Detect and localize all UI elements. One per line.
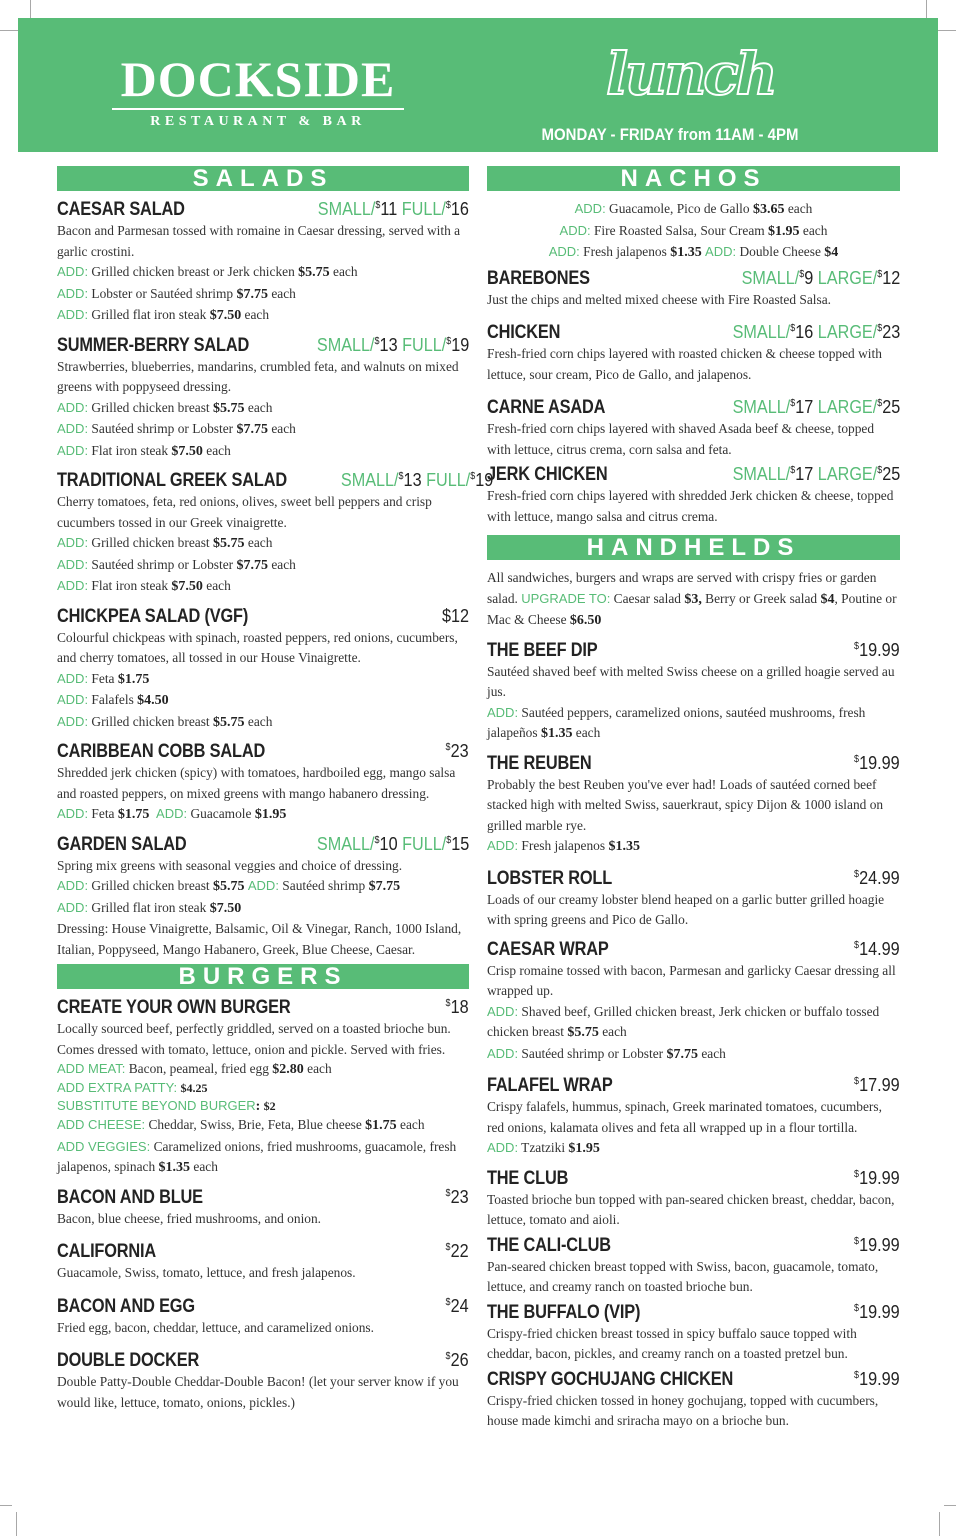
menu-item <box>487 322 900 385</box>
item-description: Shredded jerk chicken (spicy) with tomatoes, hardboiled egg, mango salsa and roasted peppers, on mixed greens with mango habanero dressing. <box>57 765 456 801</box>
item-name: SUMMER-BERRY SALAD <box>57 334 250 356</box>
meal-title: lunch <box>606 40 775 108</box>
add-on: ADD: Grilled chicken breast or Jerk chicken $5.75 each <box>57 264 358 280</box>
item-price: $17.99 <box>854 1075 900 1095</box>
item-price: SMALL/$13 FULL/$19 <box>341 470 494 490</box>
item-price: SMALL/$9 LARGE/$12 <box>741 267 900 288</box>
nacho-add-on: ADD: Fresh jalapenos $1.35 ADD: Double Cheese $4 <box>548 244 839 260</box>
burger-option: ADD EXTRA PATTY: $4.25 <box>57 1080 208 1095</box>
menu-item <box>487 1075 900 1160</box>
item-price: $24.99 <box>854 867 900 888</box>
item-name: CAESAR SALAD <box>57 199 185 220</box>
item-price: $14.99 <box>854 938 900 959</box>
menu-item <box>57 1350 469 1413</box>
hours-text: MONDAY - FRIDAY from 11AM - 4PM <box>541 125 799 144</box>
menu-item <box>57 1187 469 1230</box>
crop-mark <box>16 1512 17 1536</box>
add-on: ADD: Grilled chicken breast $5.75 ADD: Sautéed shrimp $7.75 <box>57 878 401 894</box>
item-description: Double Patty-Double Cheddar-Double Bacon! (let your server know if you would like, lettuce, tomato, onions, pickles.) <box>57 1374 459 1410</box>
brand-logo <box>112 51 404 130</box>
add-on: ADD: Sautéed shrimp or Lobster $7.75 each <box>487 1045 726 1062</box>
item-price: $26 <box>445 1350 469 1370</box>
menu-item <box>487 1302 900 1365</box>
add-on: ADD: Flat iron steak $7.50 each <box>57 442 231 459</box>
item-price: $19.99 <box>854 1167 900 1188</box>
add-on: ADD: Grilled chicken breast $5.75 each <box>57 399 273 416</box>
item-name: BACON AND BLUE <box>57 1186 203 1208</box>
item-price: $19.99 <box>854 1368 900 1389</box>
add-on: ADD: Tzatziki $1.95 <box>487 1140 600 1156</box>
menu-item <box>487 640 900 745</box>
item-description: Strawberries, blueberries, mandarins, crumbled feta, and walnuts on mixed greens with poppyseed dressing. <box>57 358 459 394</box>
add-on: ADD: Shaved beef, Grilled chicken breast, Jerk chicken or buffalo tossed chicken breast $5.75 each <box>487 1003 880 1040</box>
item-name: CRISPY GOCHUJANG CHICKEN <box>487 1368 734 1390</box>
item-description: Loads of our creamy lobster blend heaped on a garlic butter grilled hoagie with spring greens and Pico de Gallo. <box>487 891 885 927</box>
section-header-handhelds: HANDHELDS <box>487 535 900 560</box>
menu-item <box>487 464 900 527</box>
item-name: DOUBLE DOCKER <box>57 1350 200 1371</box>
item-price: SMALL/$11 FULL/$16 <box>317 199 469 219</box>
item-name: FALAFEL WRAP <box>487 1075 613 1096</box>
item-price: SMALL/$13 FULL/$19 <box>316 334 469 355</box>
menu-item <box>487 1235 900 1298</box>
item-description: Sautéed shaved beef with melted Swiss cheese on a grilled hoagie served au jus. <box>487 663 895 699</box>
item-name: THE CALI-CLUB <box>487 1234 611 1256</box>
add-on: ADD: Fresh jalapenos $1.35 <box>487 838 640 854</box>
item-name: BAREBONES <box>487 267 590 289</box>
menu-item <box>57 1241 469 1284</box>
left-column <box>57 165 494 1421</box>
item-name: CARIBBEAN COBB SALAD <box>57 741 266 762</box>
menu-item <box>57 741 469 826</box>
item-price: SMALL/$17 LARGE/$25 <box>732 397 900 417</box>
item-name: LOBSTER ROLL <box>487 867 613 889</box>
item-description: Crisp romaine tossed with bacon, Parmesan and garlicky Caesar dressing all wrapped up. <box>487 962 896 998</box>
item-price: $19.99 <box>854 639 900 660</box>
crop-mark <box>0 1505 12 1506</box>
item-name: THE BEEF DIP <box>487 639 598 661</box>
item-name: CHICKEN <box>487 322 561 343</box>
item-price: $19.99 <box>854 1234 900 1255</box>
menu-item <box>57 606 469 734</box>
item-description: Fresh-fried corn chips layered with roasted chicken & cheese topped with lettuce, sour cream, Pico de Gallo, and jalapenos. <box>487 346 882 382</box>
add-on: ADD: Flat iron steak $7.50 each <box>57 578 231 594</box>
item-price: $19.99 <box>854 752 900 773</box>
item-name: THE BUFFALO (VIP) <box>487 1301 641 1323</box>
menu-item <box>57 470 494 598</box>
item-name: CHICKPEA SALAD (VGF) <box>57 605 249 627</box>
add-on: ADD: Lobster or Sautéed shrimp $7.75 each <box>57 285 296 302</box>
add-on: ADD: Grilled chicken breast $5.75 each <box>57 713 273 730</box>
item-description: Crispy-fried chicken breast tossed in spicy buffalo sauce topped with cheddar, bacon, pickles, and creamy ranch on a toasted pretzel bun. <box>487 1325 857 1361</box>
add-on: ADD: Falafels $4.50 <box>57 692 169 708</box>
item-name: THE REUBEN <box>487 752 592 774</box>
item-price: $23 <box>445 741 469 761</box>
item-name: TRADITIONAL GREEK SALAD <box>57 470 287 491</box>
add-on: ADD: Grilled flat iron steak $7.50 each <box>57 307 270 323</box>
item-description: Probably the best Reuben you've ever had! Loads of sautéed corned beef stacked high with melted Swiss, sauerkraut, spicy Dijon & 1000 island on grilled marble rye. <box>487 776 884 833</box>
nacho-add-on: ADD: Guacamole, Pico de Gallo $3.65 each <box>574 201 813 217</box>
crop-mark <box>939 1512 940 1536</box>
burger-option: SUBSTITUTE BEYOND BURGER: $2 <box>57 1098 276 1114</box>
menu-item <box>57 1296 469 1339</box>
item-name: GARDEN SALAD <box>57 833 187 855</box>
add-on: ADD: Feta $1.75 ADD: Guacamole $1.95 <box>57 806 287 822</box>
menu-item <box>487 397 900 460</box>
item-price: $18 <box>445 997 469 1017</box>
item-description: Fresh-fried corn chips layered with shredded Jerk chicken & cheese, topped with lettuce, mango salsa and citrus crema. <box>487 488 894 524</box>
menu-item <box>487 1369 900 1432</box>
menu-item <box>487 868 900 931</box>
item-price: SMALL/$10 FULL/$15 <box>316 833 469 854</box>
right-column <box>487 166 900 1440</box>
item-description: Bacon and Parmesan tossed with romaine in Caesar dressing, served with a garlic crostini. <box>57 223 461 259</box>
item-description: Cherry tomatoes, feta, red onions, olives, sweet bell peppers and crisp cucumbers tossed in our Greek vinaigrette. <box>57 494 432 530</box>
menu-item <box>57 335 469 463</box>
section-header-salads: SALADS <box>57 166 469 191</box>
item-name: JERK CHICKEN <box>487 464 608 485</box>
menu-item <box>487 268 900 311</box>
item-description: Just the chips and melted mixed cheese with Fire Roasted Salsa. <box>487 291 831 307</box>
crop-mark <box>944 1505 956 1506</box>
item-name: THE CLUB <box>487 1167 569 1189</box>
item-price: $24 <box>445 1295 469 1316</box>
item-description: Fresh-fried corn chips layered with shaved Asada beef & cheese, topped with lettuce, citrus crema, corn salsa and feta. <box>487 421 875 457</box>
menu-item <box>57 834 469 961</box>
dressing-note: Dressing: House Vinaigrette, Balsamic, Oil & Vinegar, Ranch, 1000 Island, Italian, Poppyseed, Mango Habanero, Greek, Blue Cheese, Caesar. <box>57 921 462 957</box>
handhelds-intro: All sandwiches, burgers and wraps are served with crispy fries or garden salad. UPGRADE TO: Caesar salad $3, Berry or Greek salad $4, Poutine or Mac & Cheese $6.50 <box>487 570 897 628</box>
add-on: ADD: Sautéed shrimp or Lobster $7.75 each <box>57 556 296 573</box>
section-header-nachos: NACHOS <box>487 166 900 191</box>
item-name: BACON AND EGG <box>57 1295 195 1317</box>
menu-item <box>487 753 900 858</box>
item-description: Crispy-fried chicken tossed in honey gochujang, topped with cucumbers, house made kimchi and sriracha mayo on a brioche bun. <box>487 1392 879 1428</box>
menu-item <box>57 997 469 1179</box>
item-description: Guacamole, Swiss, tomato, lettuce, and fresh jalapenos. <box>57 1265 356 1280</box>
add-on: ADD: Feta $1.75 <box>57 670 150 687</box>
item-name: CREATE YOUR OWN BURGER <box>57 997 291 1018</box>
section-header-burgers: BURGERS <box>57 964 469 989</box>
item-description: Bacon, blue cheese, fried mushrooms, and onion. <box>57 1210 322 1226</box>
burger-option: ADD MEAT: Bacon, peameal, fried egg $2.80 each <box>57 1061 332 1077</box>
menu-item <box>487 1168 900 1231</box>
nacho-add-on: ADD: Fire Roasted Salsa, Sour Cream $1.95 each <box>559 222 828 239</box>
item-price: $19.99 <box>854 1301 900 1322</box>
menu-item <box>57 199 469 327</box>
item-description: Colourful chickpeas with spinach, roasted peppers, red onions, cucumbers, and cherry tomatoes, all tossed in our House Vinaigrette. <box>57 629 458 665</box>
item-price: SMALL/$16 LARGE/$23 <box>732 322 900 342</box>
add-on: ADD: Grilled flat iron steak $7.50 <box>57 899 242 916</box>
brand-subtitle: RESTAURANT & BAR <box>150 114 366 129</box>
item-price: $12 <box>441 605 469 626</box>
burger-option: ADD CHEESE: Cheddar, Swiss, Brie, Feta, Blue cheese $1.75 each <box>57 1117 425 1133</box>
item-price: SMALL/$17 LARGE/$25 <box>732 464 900 484</box>
brand-name: DOCKSIDE <box>112 54 404 110</box>
menu-item <box>487 939 900 1066</box>
add-on: ADD: Sautéed shrimp or Lobster $7.75 each <box>57 421 296 437</box>
item-name: CAESAR WRAP <box>487 938 609 960</box>
item-description: Pan-seared chicken breast topped with Swiss, bacon, guacamole, tomato, lettuce, and creamy ranch on toasted brioche bun. <box>487 1258 879 1294</box>
item-price: $23 <box>445 1186 469 1207</box>
item-description: Locally sourced beef, perfectly griddled, served on a toasted brioche bun. Comes dressed with tomato, lettuce, onion and pickle. Served with fries. <box>57 1021 451 1057</box>
item-description: Crispy falafels, hummus, spinach, Greek marinated tomatoes, cucumbers, red onions, kalamata olives and feta all wrapped up in a flour tortilla. <box>487 1099 882 1135</box>
add-on: ADD: Sautéed peppers, caramelized onions, sautéed mushrooms, fresh jalapeños $1.35 each <box>487 704 866 741</box>
item-description: Toasted brioche bun topped with pan-seared chicken breast, cheddar, bacon, lettuce, tomato and aioli. <box>487 1191 895 1227</box>
add-on: ADD: Grilled chicken breast $5.75 each <box>57 535 273 551</box>
item-name: CARNE ASADA <box>487 397 606 418</box>
item-description: Spring mix greens with seasonal veggies and choice of dressing. <box>57 857 403 873</box>
item-description: Fried egg, bacon, cheddar, lettuce, and caramelized onions. <box>57 1319 374 1335</box>
item-price: $22 <box>445 1241 469 1261</box>
item-name: CALIFORNIA <box>57 1241 157 1262</box>
burger-option: ADD VEGGIES: Caramelized onions, fried mushrooms, guacamole, fresh jalapenos, spinach $1.35 each <box>57 1138 457 1175</box>
